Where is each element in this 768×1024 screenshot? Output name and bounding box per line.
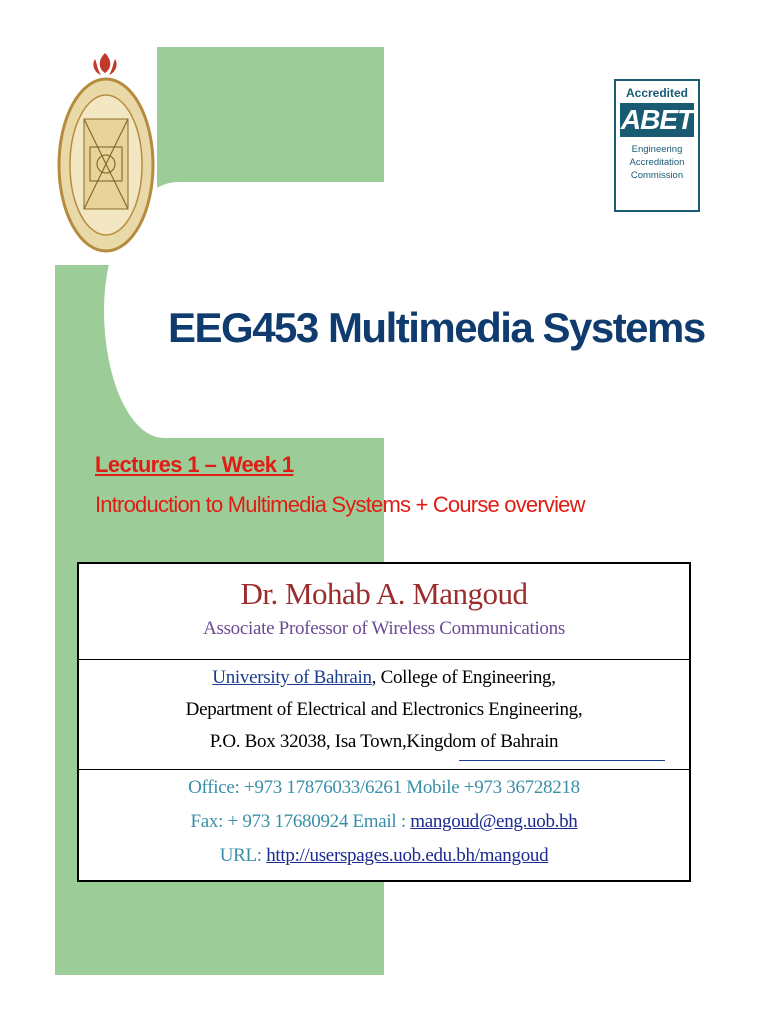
- college-text: , College of Engineering,: [371, 667, 556, 688]
- abet-logo-mark: ABET: [620, 104, 694, 135]
- address-line: P.O. Box 32038, Isa Town,Kingdom of Bahrain: [209, 731, 559, 752]
- badge-subtitle: [616, 143, 698, 182]
- university-link[interactable]: University of Bahrain: [212, 667, 372, 688]
- university-line: [79, 662, 689, 694]
- url-label: URL:: [219, 845, 267, 866]
- affiliation-section: [79, 660, 689, 770]
- office-line: Office: +973 17876033/6261 Mobile +973 36728218: [188, 777, 580, 798]
- badge-line-2: Accreditation: [629, 157, 685, 168]
- abet-accreditation-badge: [614, 79, 700, 212]
- divider-rule: [459, 760, 665, 761]
- instructor-role: Associate Professor of Wireless Communications: [203, 618, 565, 639]
- badge-accredited-text: Accredited: [625, 86, 689, 100]
- url-line: [79, 839, 689, 873]
- course-title: EEG453 Multimedia Systems: [168, 304, 705, 351]
- lecture-heading: Lectures 1 – Week 1: [95, 452, 294, 477]
- instructor-name: Dr. Mohab A. Mangoud: [240, 576, 528, 611]
- department-line: Department of Electrical and Electronics Engineering,: [185, 699, 583, 720]
- contact-section: [79, 770, 689, 873]
- fax-label: Fax: + 973 17680924 Email :: [190, 811, 411, 832]
- badge-line-3: Commission: [630, 170, 684, 181]
- fax-email-line: [79, 805, 689, 839]
- instructor-card: [77, 562, 691, 882]
- homepage-link[interactable]: http://userspages.uob.edu.bh/mangoud: [266, 845, 549, 866]
- email-link[interactable]: mangoud@eng.uob.bh: [410, 811, 578, 832]
- instructor-header: [79, 564, 689, 660]
- badge-line-1: Engineering: [631, 144, 683, 155]
- university-seal-logo: [55, 47, 157, 265]
- lecture-subtitle: Introduction to Multimedia Systems + Course overview: [95, 492, 585, 517]
